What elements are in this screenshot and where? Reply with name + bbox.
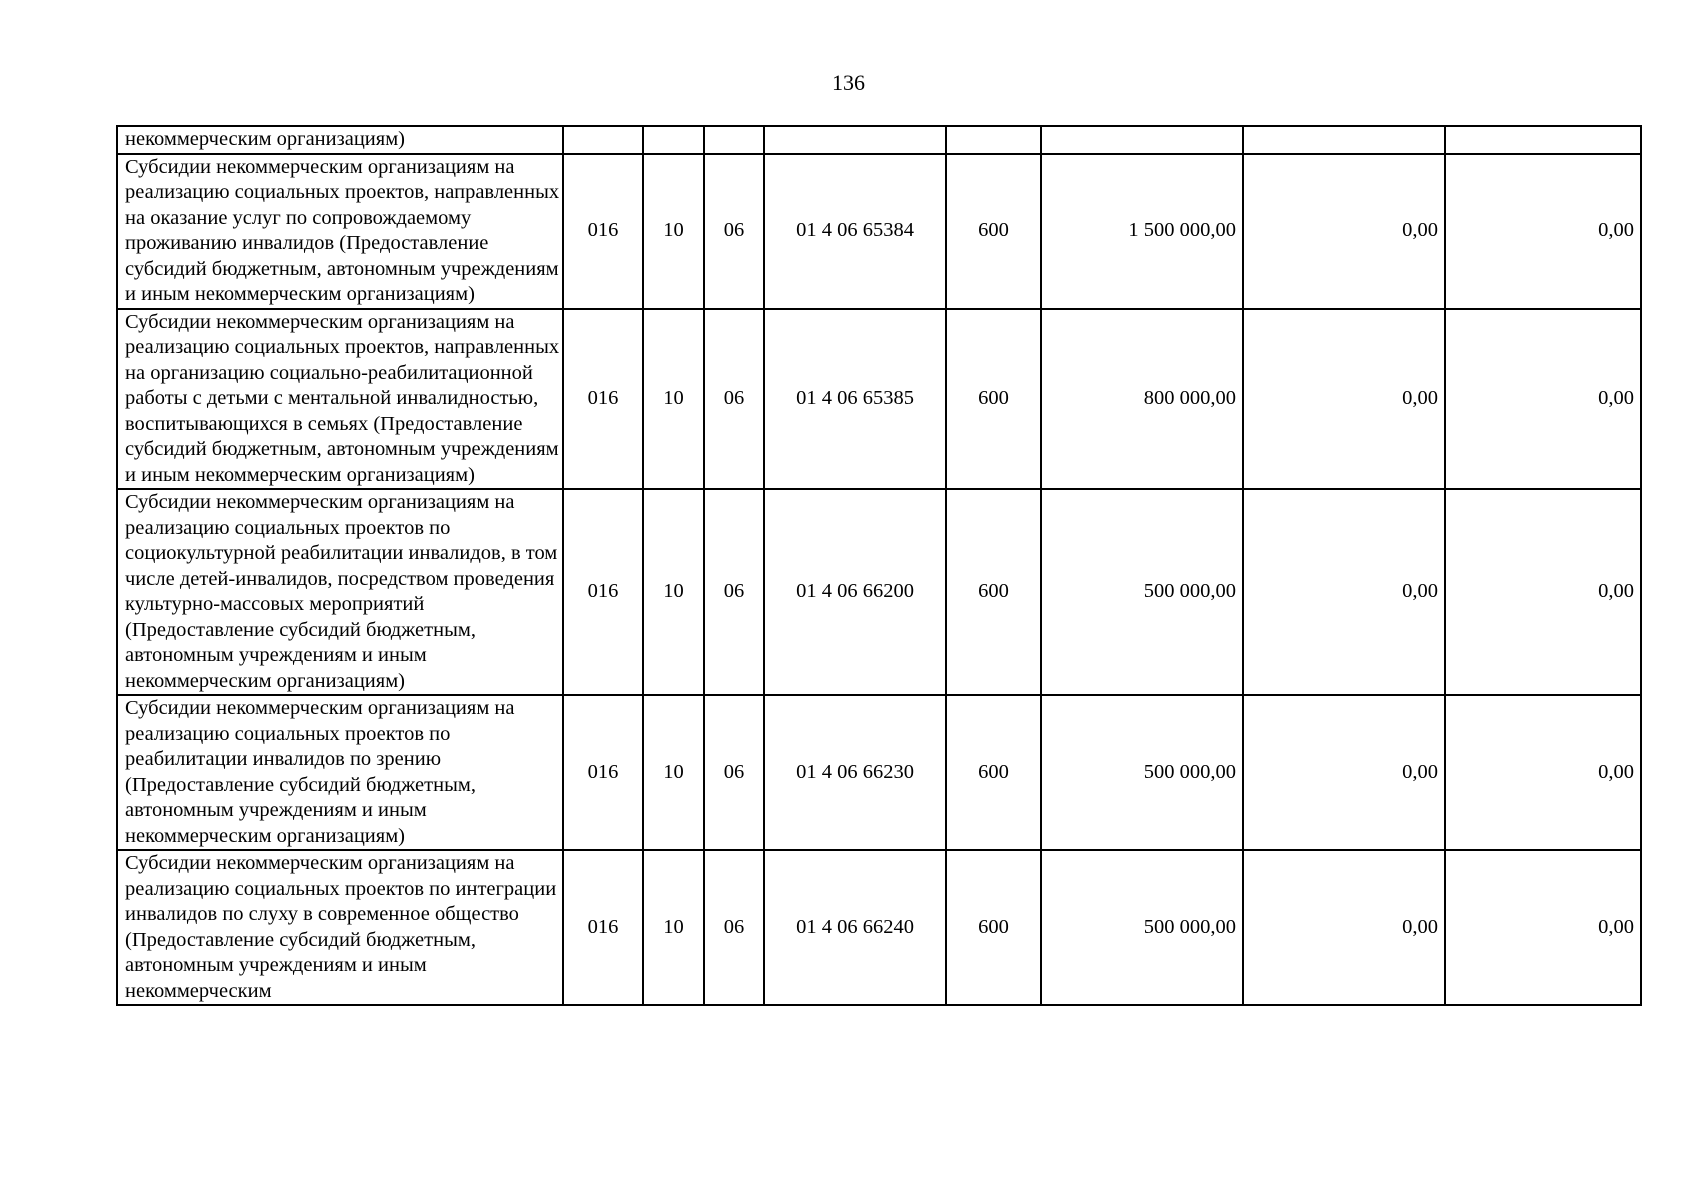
target-article-code: 01 4 06 65384	[764, 154, 946, 309]
expense-type-code	[946, 126, 1041, 154]
ministry-code	[563, 126, 643, 154]
amount-year-2: 0,00	[1243, 154, 1445, 309]
amount-year-1	[1041, 126, 1243, 154]
amount-year-3: 0,00	[1445, 695, 1641, 850]
ministry-code: 016	[563, 695, 643, 850]
table-row	[117, 309, 1641, 490]
subsection-code: 06	[704, 309, 764, 490]
subsection-code: 06	[704, 695, 764, 850]
amount-year-1: 500 000,00	[1041, 695, 1243, 850]
amount-year-3: 0,00	[1445, 309, 1641, 490]
table-row	[117, 850, 1641, 1005]
amount-year-1: 800 000,00	[1041, 309, 1243, 490]
expense-type-code: 600	[946, 489, 1041, 695]
table-row	[117, 695, 1641, 850]
table-row	[117, 489, 1641, 695]
expense-type-code: 600	[946, 154, 1041, 309]
section-code: 10	[643, 489, 704, 695]
row-description: Субсидии некоммерческим организациям на реализацию социальных проектов, направленных на оказание услуг по сопровождаемому проживанию инвалидов (Предоставление субсидий бюджетным, автономным учреждениям и иным некоммерческим организациям)	[117, 154, 563, 309]
section-code: 10	[643, 154, 704, 309]
ministry-code: 016	[563, 154, 643, 309]
amount-year-3: 0,00	[1445, 154, 1641, 309]
row-description: некоммерческим организациям)	[117, 126, 563, 154]
amount-year-2: 0,00	[1243, 850, 1445, 1005]
page-number: 136	[832, 70, 865, 95]
row-description: Субсидии некоммерческим организациям на реализацию социальных проектов по социокультурной реабилитации инвалидов, в том числе детей-инвалидов, посредством проведения культурно-массовых мероприятий (Предоставление субсидий бюджетным, автономным учреждениям и иным некоммерческим организациям)	[117, 489, 563, 695]
subsection-code: 06	[704, 489, 764, 695]
row-description: Субсидии некоммерческим организациям на реализацию социальных проектов, направленных на организацию социально-реабилитационной работы с детьми с ментальной инвалидностью, воспитывающихся в семьях (Предоставление субсидий бюджетным, автономным учреждениям и иным некоммерческим организациям)	[117, 309, 563, 490]
subsection-code: 06	[704, 850, 764, 1005]
amount-year-2	[1243, 126, 1445, 154]
amount-year-3: 0,00	[1445, 850, 1641, 1005]
section-code	[643, 126, 704, 154]
amount-year-3: 0,00	[1445, 489, 1641, 695]
target-article-code: 01 4 06 65385	[764, 309, 946, 490]
amount-year-3	[1445, 126, 1641, 154]
expense-type-code: 600	[946, 850, 1041, 1005]
target-article-code: 01 4 06 66240	[764, 850, 946, 1005]
amount-year-1: 500 000,00	[1041, 850, 1243, 1005]
ministry-code: 016	[563, 489, 643, 695]
section-code: 10	[643, 695, 704, 850]
target-article-code: 01 4 06 66230	[764, 695, 946, 850]
amount-year-1: 500 000,00	[1041, 489, 1243, 695]
budget-table	[116, 125, 1642, 1006]
subsection-code: 06	[704, 154, 764, 309]
target-article-code	[764, 126, 946, 154]
ministry-code: 016	[563, 850, 643, 1005]
section-code: 10	[643, 309, 704, 490]
table-row	[117, 154, 1641, 309]
ministry-code: 016	[563, 309, 643, 490]
table-row	[117, 126, 1641, 154]
amount-year-2: 0,00	[1243, 309, 1445, 490]
row-description: Субсидии некоммерческим организациям на реализацию социальных проектов по реабилитации инвалидов по зрению (Предоставление субсидий бюджетным, автономным учреждениям и иным некоммерческим организациям)	[117, 695, 563, 850]
amount-year-2: 0,00	[1243, 489, 1445, 695]
section-code: 10	[643, 850, 704, 1005]
target-article-code: 01 4 06 66200	[764, 489, 946, 695]
expense-type-code: 600	[946, 695, 1041, 850]
amount-year-2: 0,00	[1243, 695, 1445, 850]
row-description: Субсидии некоммерческим организациям на реализацию социальных проектов по интеграции инвалидов по слуху в современное общество (Предоставление субсидий бюджетным, автономным учреждениям и иным некоммерческим	[117, 850, 563, 1005]
amount-year-1: 1 500 000,00	[1041, 154, 1243, 309]
expense-type-code: 600	[946, 309, 1041, 490]
subsection-code	[704, 126, 764, 154]
